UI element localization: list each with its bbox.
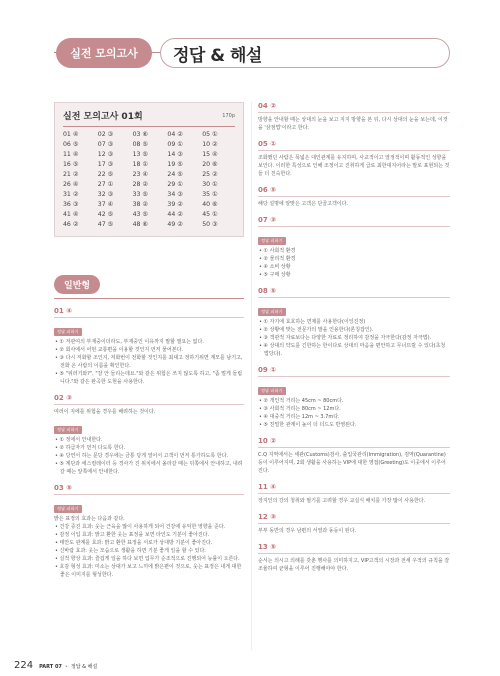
explanation-line: • ① 저관여의 부재중이더라도, 부재중인 이유까지 말할 필요는 없다. (55, 339, 204, 345)
question-rule (258, 553, 450, 554)
question-number: 03 ⑤ (54, 484, 73, 492)
explanation-line: • ③ 객관적 자료보다는 다양한 자료로 정리하여 감정을 자극한다(감정 자극법). (259, 335, 432, 341)
explanation-text: 순서는 의시고 의례를 갖춘 행사를 의미하지고, VIP고객의 시장과 전세 우적의 규칙을 잘 조율하여 균형을 이루어 진행해야야 한다. (258, 558, 450, 572)
page-number: 224 (14, 660, 34, 671)
answer-key-item: 18 ① (132, 161, 148, 168)
page-footer (14, 660, 97, 671)
answer-key-title: 실전 모의고사 01회 (63, 112, 143, 122)
explanation-line: • ③ 다시 저화할 조인지, 저화번이 전화할 것인지를 최대고 정하기위면 계모를 남기고, 전화 온 사람의 이름을 확인한다. (55, 355, 243, 369)
question-rule (54, 317, 244, 318)
explanation-line: • 감정 이입 효과: 밝고 환한 웃는 표정을 보면 타인도 기분이 좋아진다. (55, 532, 210, 538)
explanation-line: • ③ 사회적 거리는 80cm ~ 12m다. (259, 406, 341, 412)
answer-key-item: 37 ④ (97, 201, 114, 208)
answer-key-box (54, 102, 244, 237)
answer-key-item: 29 ① (167, 181, 183, 188)
question-number: 01 ④ (54, 307, 73, 315)
answer-key-item: 06 ⑤ (63, 141, 79, 148)
footer-part-label: PART 07 (39, 664, 62, 670)
explanation-line: • ⑤ "위러기와?", "잘 안 들리는데요."와 같은 위험은 쓰지 않도록 하고, "좀 멀게 들립니다."와 같은 완곡한 도현을 사용한다. (55, 371, 243, 385)
footer-title: 정답 & 해설 (70, 664, 98, 670)
question-number: 06 ⑤ (258, 186, 277, 194)
answer-key-item: 40 ⑥ (202, 201, 218, 208)
answer-key-item: 35 ① (202, 191, 218, 198)
answer-key-item: 50 ③ (202, 221, 218, 228)
answer-key-item: 23 ④ (132, 171, 148, 178)
footer-separator: • (64, 664, 68, 670)
answer-key-item: 13 ⑤ (132, 151, 148, 158)
answer-tip-chip: 정답 피하기 (258, 387, 286, 395)
answer-key-item: 42 ⑤ (97, 211, 114, 218)
question-number: 11 ④ (258, 483, 277, 491)
answer-key-item: 16 ⑤ (63, 161, 79, 168)
answer-key-item: 36 ③ (63, 201, 79, 208)
answer-key-item: 32 ③ (97, 191, 114, 198)
answer-key-item: 04 ② (167, 131, 183, 138)
explanation-line: • ② 회사에서 어떤 교통편을 이용할 것인지 먼저 물어본다. (55, 347, 183, 353)
answer-key-item: 24 ⑤ (167, 171, 183, 178)
section-label: 일반형 (54, 275, 100, 294)
question-rule (258, 226, 450, 227)
answer-key-item: 07 ③ (97, 141, 114, 148)
answer-key-grid (63, 131, 235, 228)
explanation-line: • ⑤ 친밀한 관계이 높이 더 더드도 반영된다. (259, 422, 357, 428)
answer-key-item: 26 ④ (63, 181, 79, 188)
answer-key-item: 11 ④ (63, 151, 79, 158)
answer-key-item: 15 ④ (202, 151, 218, 158)
answer-key-item: 01 ④ (63, 131, 79, 138)
explanation-line: • ② 개인적 거리는 45cm ~ 80cm다. (259, 398, 344, 404)
explanation-line: • 신바람 효과: 웃는 모습으로 생활을 하면 기분 좋게 일을 할 수 있다. (55, 548, 206, 554)
answer-key-item: 08 ⑤ (132, 141, 148, 148)
answer-key-item: 10 ② (202, 141, 218, 148)
answer-tip-chip: 정답 피하기 (54, 328, 82, 336)
answer-key-item: 17 ③ (97, 161, 114, 168)
question-number: 04 ② (258, 102, 277, 110)
answer-key-item: 39 ② (167, 201, 183, 208)
explanation-line: • ④ 당연서 하는 문당 경우에는 금통 당게 열어서 고객이 먼저 통가하도록 한다. (55, 453, 228, 459)
answer-key-item: 44 ② (167, 211, 183, 218)
explanation-line: • ⑤ 구매 상황 (259, 272, 291, 278)
answer-key-item: 22 ⑤ (97, 171, 114, 178)
answer-key-item: 41 ④ (63, 211, 79, 218)
explanation-line: • ② 상황에 맞는 전문가의 말을 인용한다(론칭잡인). (259, 327, 374, 333)
answer-key-item: 12 ③ (97, 151, 114, 158)
answer-key-item: 38 ② (132, 201, 148, 208)
explanation-text: 조화했던 사람은 폭넓은 대인관계를 유지하며, 사교적이고 열정적이며 활동적인 성향을 보인다. 이러한 특성으로 인해 조정이고 진취하게 급로 최한대지어라는 말로 표현되는 것들 더 친숙한다. (258, 155, 450, 177)
explanation-line: • ① 자기에 효호하는 면제를 사용한다(이잉진정) (259, 319, 366, 325)
explanation-text: 장지인의 강의 청취와 필기를 고려할 경우 교실식 배치를 가장 많이 사용한다. (258, 498, 426, 504)
answer-key-item: 25 ② (202, 171, 218, 178)
question-rule (258, 447, 450, 448)
question-number: 13 ⑤ (258, 543, 277, 551)
question-rule (54, 494, 244, 495)
answer-key-page-ref: 170p (222, 112, 235, 119)
answer-key-item: 09 ① (167, 141, 183, 148)
header-title-box (160, 38, 450, 68)
answer-tip-chip: 정답 피하기 (258, 237, 286, 245)
explanation-line: • ① 사회적 환경 (259, 248, 296, 254)
explanation-line: • ④ 상대의 약도를 긴한하는 한이다로 상대의 마음을 편안하고 무너뜨릴 수 있다(초청법당다). (259, 343, 446, 357)
right-column (258, 102, 450, 573)
question-rule (258, 376, 450, 377)
question-rule (258, 523, 450, 524)
answer-tip-chip: 정답 피하기 (54, 426, 82, 434)
explanation-text: C.Q 지역에서는 세관(Customs)검사, 출입국관리(Immigration), 검역(Quarantine)등이 이루어지며, 2회 생활을 사용하는 VIP에 대한 영접(Greeting)도 이곳에서 이루어진다. (258, 452, 446, 474)
explanation-text: 부부 동반의 경우 남편의 서열과 동등이 된다. (258, 528, 357, 534)
explanation-text: 밝은 표정의 효과는 다음과 같다. (54, 516, 125, 522)
left-column (54, 102, 244, 579)
explanation-text: 여러이 지에를 위험을 경우를 배려하는 것이다. (54, 409, 156, 415)
question-rule (258, 493, 450, 494)
question-number: 08 ⑤ (258, 287, 277, 295)
question-rule (258, 150, 450, 151)
answer-key-item: 30 ① (202, 181, 218, 188)
answer-key-item: 43 ⑤ (132, 211, 148, 218)
question-rule (258, 196, 450, 197)
column-divider (251, 102, 252, 650)
section-rule (54, 298, 244, 299)
answer-key-item: 33 ⑤ (132, 191, 148, 198)
answer-key-item: 03 ⑥ (132, 131, 148, 138)
explanation-line: • ② 물리적 환경 (259, 256, 296, 262)
question-number: 09 ① (258, 366, 277, 374)
explanation-line: • 호감 형성 효과: 미소는 상대가 보고 느끼에 밝은편이 것으로, 웃는 표정은 내게 대한 좋은 이미지를 형성한다. (55, 564, 242, 578)
answer-key-item: 19 ⑤ (167, 161, 183, 168)
question-rule (258, 297, 450, 298)
answer-key-item: 31 ② (63, 191, 79, 198)
answer-key-item: 48 ⑥ (132, 221, 148, 228)
explanation-line: • 건강 증진 효과: 웃는 근육을 많이 사용하게 되어 건강에 유익한 영향을 준다. (55, 524, 226, 530)
question-rule (54, 404, 244, 405)
answer-tip-chip: 정답 피하기 (54, 505, 82, 513)
explanation-line: • 태안도 관계를 효과: 밝고 환한 표정을 서로가 상대방 기분이 좋아진다. (55, 540, 213, 546)
explanation-line: • ④ 소비 상황 (259, 264, 291, 270)
answer-key-item: 34 ③ (167, 191, 183, 198)
page-title: 정답 & 해설 (173, 45, 262, 66)
explanation-text: 해당 설명에 알맞은 고객은 단골고객이다. (258, 201, 349, 207)
question-number: 05 ① (258, 140, 277, 148)
explanation-line: • ④ 대중적 거리는 12m ~ 3.7m다. (259, 414, 340, 420)
explanation-text: 방향을 안내할 때는 상대의 눈을 보고 지지 방향을 본 뒤, 다시 상대의 눈을 보는데, 이것을 '삼점법'이라고 한다. (258, 117, 448, 131)
answer-key-item: 49 ② (167, 221, 183, 228)
answer-key-item: 47 ⑤ (97, 221, 114, 228)
header-section-tag: 실전 모의고사 (56, 38, 152, 68)
answer-key-item: 45 ① (202, 211, 218, 218)
answer-key-item: 46 ② (63, 221, 79, 228)
answer-key-item: 20 ⑥ (202, 161, 218, 168)
answer-tip-chip: 정답 피하기 (258, 308, 286, 316)
question-number: 07 ③ (258, 216, 277, 224)
answer-key-item: 28 ② (132, 181, 148, 188)
answer-key-item: 27 ① (97, 181, 114, 188)
answer-key-header (63, 109, 235, 127)
explanation-line: • ① 정에서 안내한다. (55, 437, 103, 443)
question-rule (258, 112, 450, 113)
answer-key-item: 21 ② (63, 171, 79, 178)
answer-key-item: 14 ③ (167, 151, 183, 158)
question-number: 02 ③ (54, 394, 73, 402)
answer-key-item: 02 ③ (97, 131, 114, 138)
question-number: 12 ③ (258, 513, 277, 521)
question-number: 10 ② (258, 437, 277, 445)
explanation-line: • ② 하급자가 먼저 다도록 한다. (55, 445, 126, 451)
explanation-line: • 실적 향상 효과: 즐겁게 일을 하다 보면 업무가 순조적으로 진행되어 능률이 오른다. (55, 556, 240, 562)
answer-key-item: 05 ① (202, 131, 218, 138)
explanation-line: • ⑤ 계단과 에스컬레이터 등 경사가 진 위치에서 올라갈 때는 뒤쪽에서 안내하고, 내려갈 때는 앞쪽에서 안내한다. (55, 461, 243, 475)
